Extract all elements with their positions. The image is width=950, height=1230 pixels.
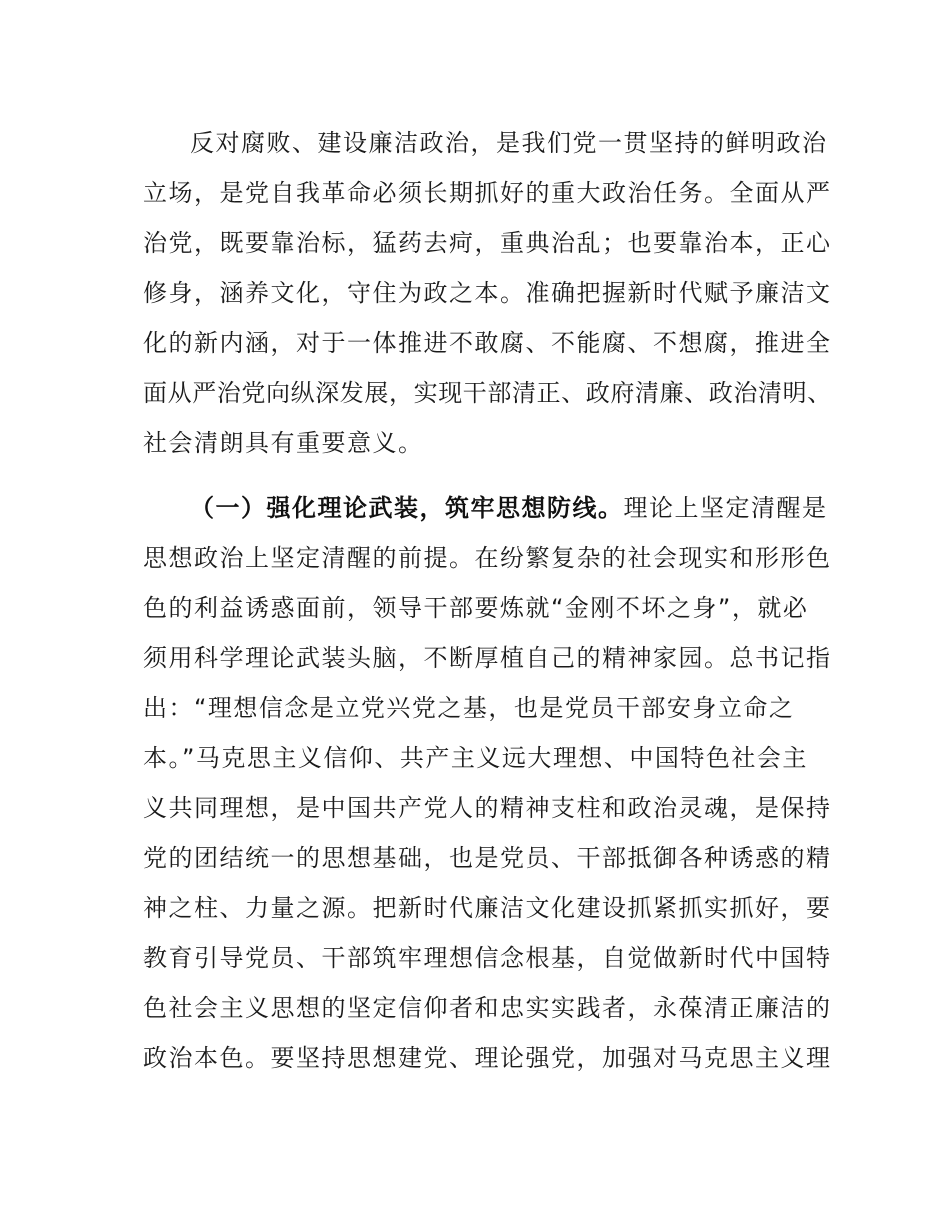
- paragraph2-line: 党的团结统一的思想基础，也是党员、干部抵御各种诱惑的精: [143, 844, 832, 872]
- paragraph2-line: 色社会主义思想的坚定信仰者和忠实实践者，永葆清正廉洁的: [143, 994, 832, 1022]
- paragraph1-line: 面从严治党向纵深发展，实现干部清正、政府清廉、政治清明、: [143, 379, 832, 407]
- paragraph2-line: 政治本色。要坚持思想建党、理论强党，加强对马克思主义理: [143, 1044, 832, 1072]
- paragraph2-line: 义共同理想，是中国共产党人的精神支柱和政治灵魂，是保持: [143, 794, 832, 822]
- paragraph1-line: 化的新内涵，对于一体推进不敢腐、不能腐、不想腐，推进全: [143, 329, 832, 357]
- paragraph1-line: 社会清朗具有重要意义。: [143, 429, 424, 457]
- paragraph2-line: 神之柱、力量之源。把新时代廉洁文化建设抓紧抓实抓好，要: [143, 894, 832, 922]
- paragraph2-first-line: [190, 483, 828, 533]
- paragraph2-line: 本。”马克思主义信仰、共产主义远大理想、中国特色社会主: [143, 744, 808, 772]
- paragraph2-line: 思想政治上坚定清醒的前提。在纷繁复杂的社会现实和形形色: [143, 544, 832, 572]
- paragraph2-line: 出：“理想信念是立党兴党之基，也是党员干部安身立命之: [143, 694, 795, 722]
- section-heading: （一）强化理论武装，筑牢思想防线。: [190, 494, 624, 522]
- paragraph1-line: 治党，既要靠治标，猛药去疴，重典治乱；也要靠治本，正心: [143, 229, 832, 257]
- paragraph2-line: 须用科学理论武装头脑，不断厚植自己的精神家园。总书记指: [143, 644, 832, 672]
- paragraph1-line: 立场，是党自我革命必须长期抓好的重大政治任务。全面从严: [143, 179, 832, 207]
- paragraph2-line-rest: 理论上坚定清醒是: [623, 494, 828, 522]
- paragraph2-line: 教育引导党员、干部筑牢理想信念根基，自觉做新时代中国特: [143, 944, 832, 972]
- paragraph2-line: 色的利益诱惑面前，领导干部要炼就“金刚不坏之身”，就必: [143, 594, 809, 622]
- paragraph1-line: 反对腐败、建设廉洁政治，是我们党一贯坚持的鲜明政治: [190, 129, 828, 157]
- paragraph1-line: 修身，涵养文化，守住为政之本。准确把握新时代赋予廉洁文: [143, 279, 832, 307]
